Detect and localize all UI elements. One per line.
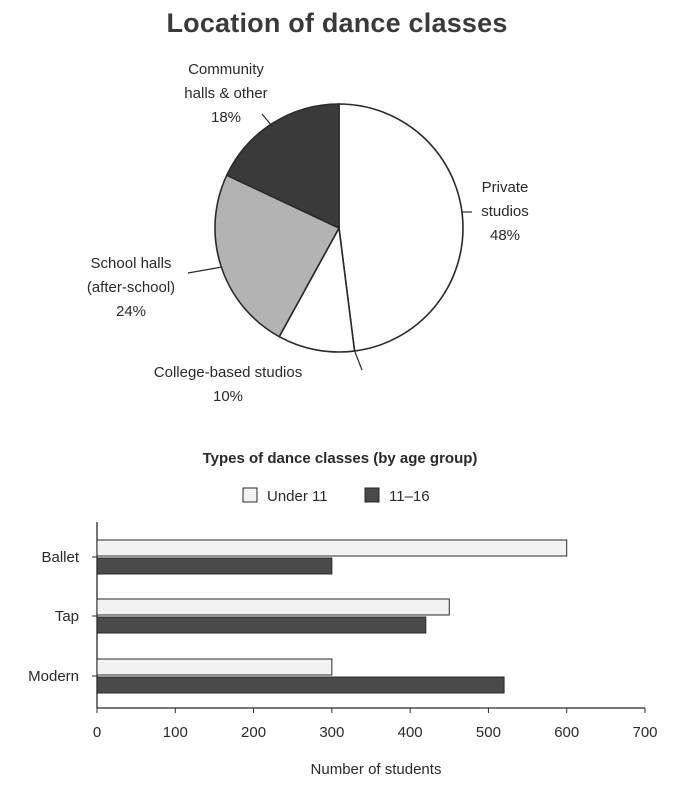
bar: [97, 558, 332, 574]
legend-label: 11–16: [389, 488, 430, 505]
x-tick-label: 500: [475, 724, 501, 741]
slice-percent: 18%: [210, 109, 242, 126]
x-tick-label: 600: [554, 724, 580, 741]
bar: [97, 659, 332, 675]
category-label: Ballet: [41, 549, 79, 566]
slice-label: Private: [481, 179, 529, 196]
slice-label: studios: [481, 203, 529, 220]
x-tick-label: 100: [162, 724, 188, 741]
bar: [97, 540, 567, 556]
x-tick-label: 700: [632, 724, 658, 741]
x-tick-label: 200: [241, 724, 267, 741]
slice-label: (after-school): [86, 279, 176, 296]
x-tick-label: 0: [92, 724, 102, 741]
bar-chart-title: Types of dance classes (by age group): [202, 450, 478, 467]
slice-label: School halls: [90, 255, 172, 272]
legend-swatch: [365, 488, 379, 502]
bar: [97, 617, 426, 633]
bar: [97, 599, 449, 615]
bar: [97, 677, 504, 693]
slice-label: halls & other: [184, 85, 268, 102]
slice-percent: 48%: [489, 227, 521, 244]
slice-percent: 24%: [115, 303, 147, 320]
slice-label: College-based studios: [153, 364, 303, 381]
chart-title: Location of dance classes: [166, 8, 508, 38]
x-axis-title: Number of students: [310, 761, 442, 778]
category-label: Tap: [54, 608, 79, 625]
x-tick-label: 300: [319, 724, 345, 741]
legend-swatch: [243, 488, 257, 502]
category-label: Modern: [28, 668, 79, 685]
slice-label: Community: [188, 61, 264, 78]
x-tick-label: 400: [397, 724, 423, 741]
legend-label: Under 11: [267, 488, 328, 505]
slice-percent: 10%: [212, 388, 244, 405]
